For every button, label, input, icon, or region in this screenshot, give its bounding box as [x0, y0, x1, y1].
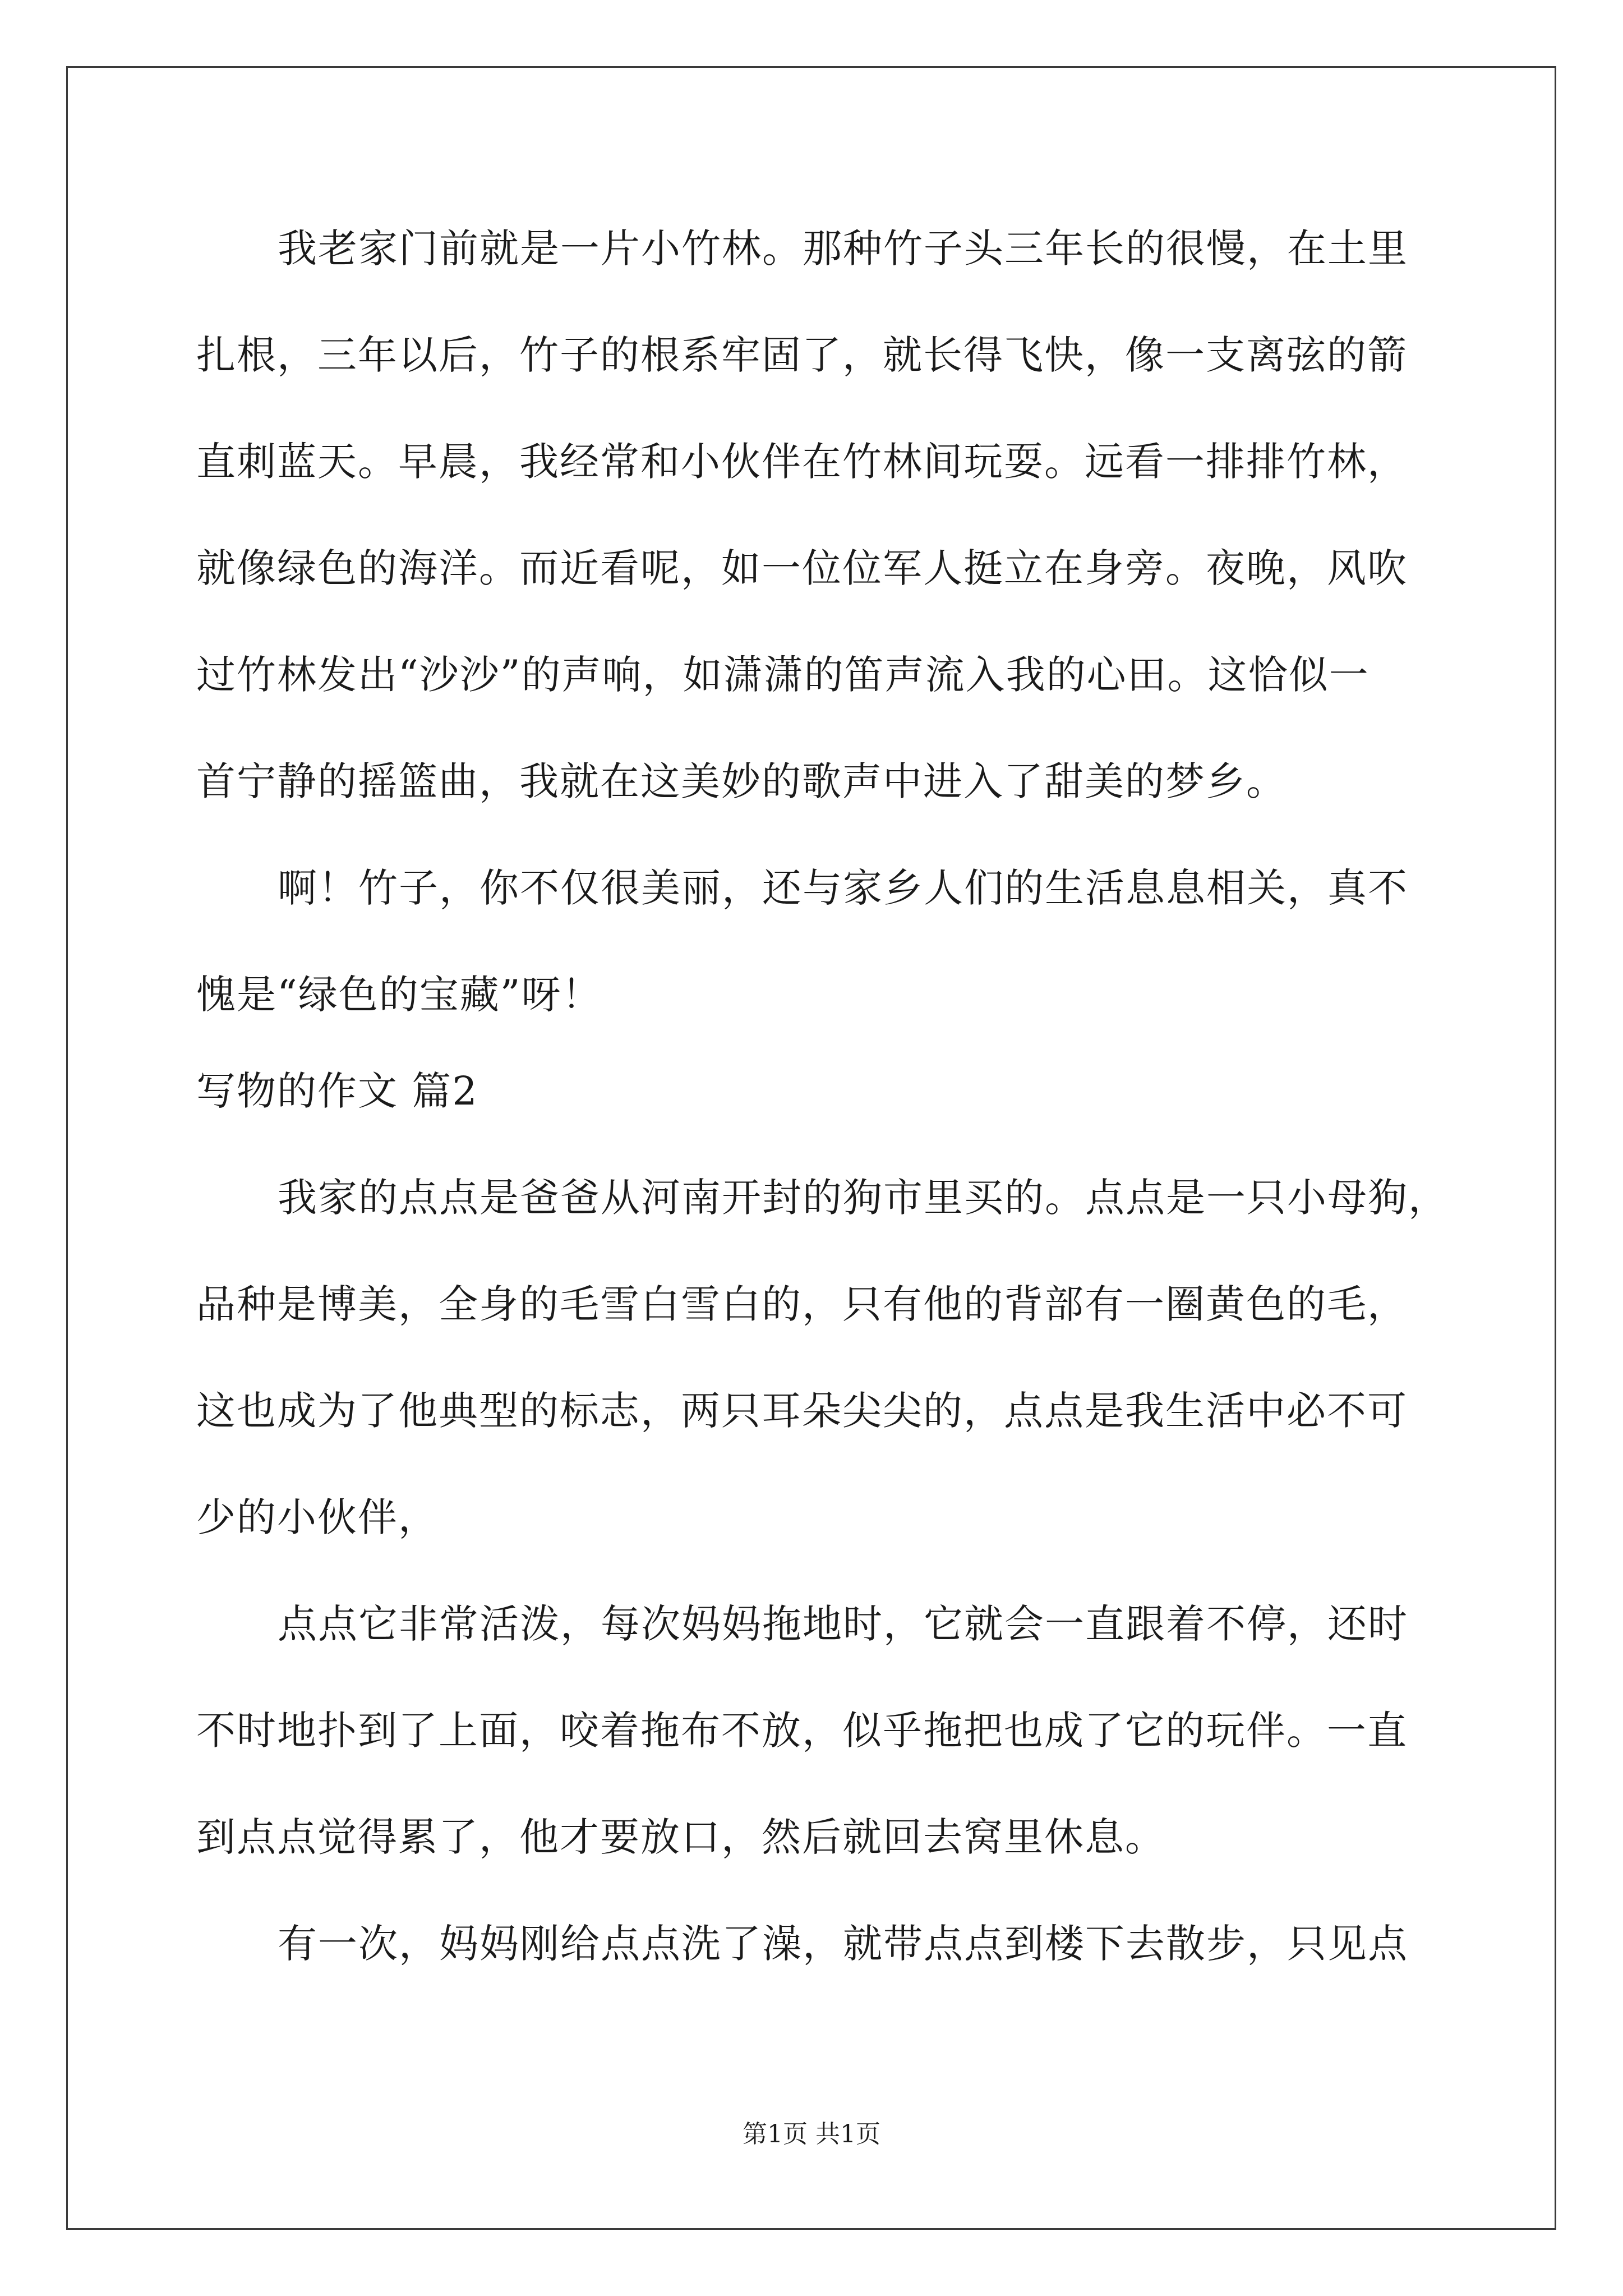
paragraph-line: 愧是“绿色的宝藏”呀！: [196, 972, 602, 1018]
paragraph-line: 品种是博美，全身的毛雪白雪白的，只有他的背部有一圈黄色的毛，: [196, 1281, 1408, 1327]
paragraph-line: 不时地扑到了上面，咬着拖布不放，似乎拖把也成了它的玩伴。一直: [196, 1708, 1408, 1754]
section-heading: 写物的作文 篇2: [196, 1068, 478, 1114]
paragraph-line: 我老家门前就是一片小竹林。那种竹子头三年长的很慢，在土里: [278, 226, 1408, 272]
paragraph-line: 就像绿色的海洋。而近看呢，如一位位军人挺立在身旁。夜晚，风吹: [196, 545, 1408, 591]
page-border: [66, 66, 1556, 2230]
paragraph-line: 有一次，妈妈刚给点点洗了澡，就带点点到楼下去散步，只见点: [278, 1921, 1408, 1967]
paragraph-line: 少的小伙伴，: [196, 1494, 439, 1540]
paragraph-line: 过竹林发出“沙沙”的声响，如潇潇的笛声流入我的心田。这恰似一: [196, 652, 1370, 698]
paragraph-line: 啊！竹子，你不仅很美丽，还与家乡人们的生活息息相关，真不: [278, 865, 1408, 911]
paragraph-line: 点点它非常活泼，每次妈妈拖地时，它就会一直跟着不停，还时: [278, 1601, 1408, 1647]
paragraph-line: 直刺蓝天。早晨，我经常和小伙伴在竹林间玩耍。远看一排排竹林，: [196, 439, 1408, 485]
paragraph-line: 这也成为了他典型的标志，两只耳朵尖尖的，点点是我生活中必不可: [196, 1388, 1408, 1434]
paragraph-line: 扎根，三年以后，竹子的根系牢固了，就长得飞快，像一支离弦的箭: [196, 332, 1408, 378]
paragraph-line: 首宁静的摇篮曲，我就在这美妙的歌声中进入了甜美的梦乡。: [196, 758, 1287, 804]
paragraph-line: 到点点觉得累了，他才要放口，然后就回去窝里休息。: [196, 1814, 1165, 1860]
page-footer: 第1页 共1页: [743, 2120, 880, 2148]
paragraph-line: 我家的点点是爸爸从河南开封的狗市里买的。点点是一只小母狗，: [278, 1175, 1449, 1221]
